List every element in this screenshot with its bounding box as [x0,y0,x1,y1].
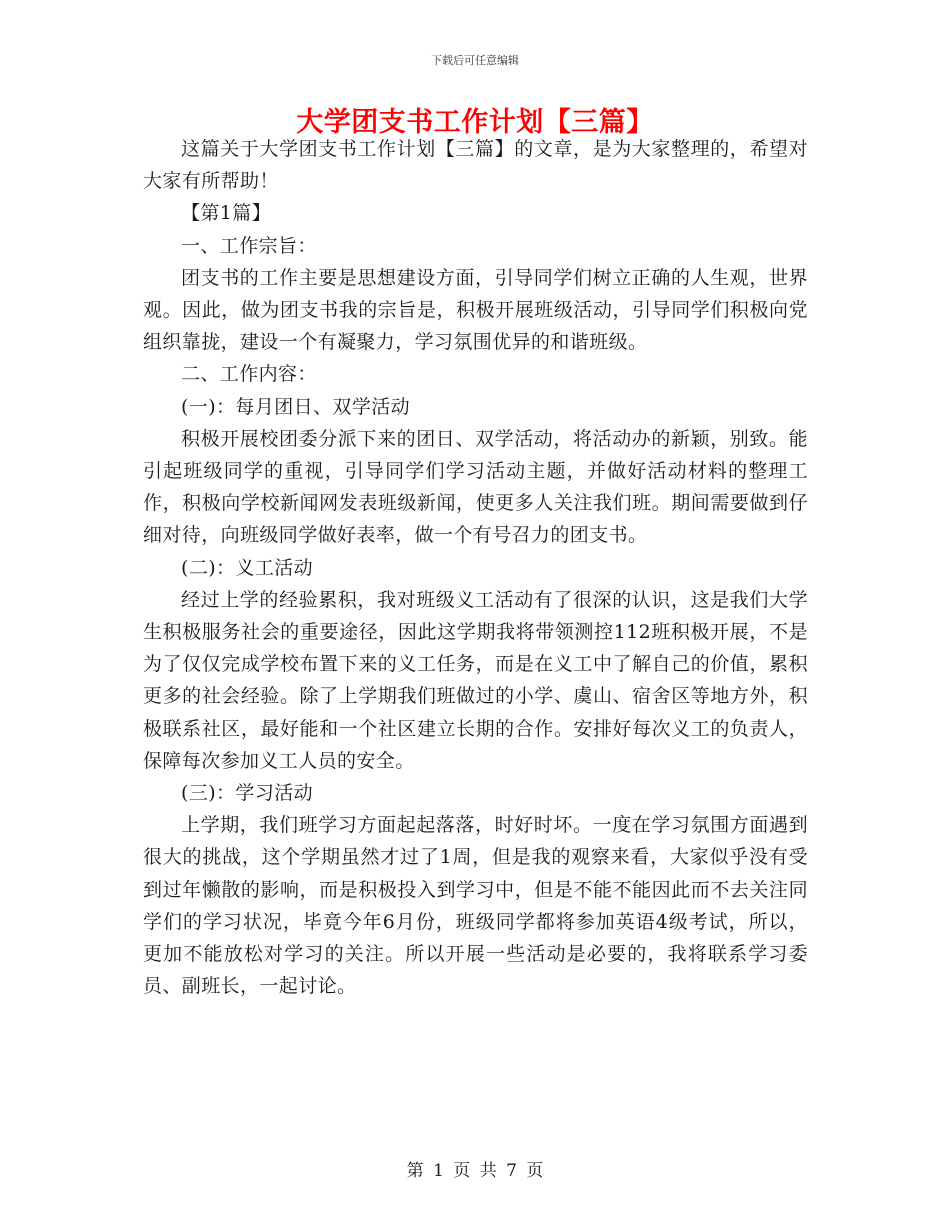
page-footer: 第 1 页 共 7 页 [406,1161,544,1181]
document-body [143,133,808,1002]
document-title: 大学团支书工作计划【三篇】 [296,107,654,138]
subsection-paragraph-2: 经过上学的经验累积，我对班级义工活动有了很深的认识，这是我们大学生积极服务社会的重要途径，因此这学期我将带领测控112班积极开展，不是为了仅仅完成学校布置下来的义工任务，而是在义工中了解自己的价值，累积更多的社会经验。除了上学期我们班做过的小学、虞山、宿舍区等地方外，积极联系社区，最好能和一个社区建立长期的合作。安排好每次义工的负责人，保障每次参加义工人员的安全。 [143,588,808,772]
subsection-heading-3: (三)：学习活动 [181,782,314,805]
subsection-paragraph-1: 积极开展校团委分派下来的团日、双学活动，将活动办的新颖，别致。能引起班级同学的重视，引导同学们学习活动主题，并做好活动材料的整理工作，积极向学校新闻网发表班级新闻，使更多人关注我们班。期间需要做到仔细对待，向班级同学做好表率，做一个有号召力的团支书。 [143,427,808,547]
section-heading-purpose: 一、工作宗旨： [181,234,317,257]
header-note: 下载后可任意编辑 [431,54,519,67]
intro-paragraph: 这篇关于大学团支书工作计划【三篇】的文章，是为大家整理的，希望对大家有所帮助！ [143,138,808,193]
section-heading-content: 二、工作内容： [181,363,317,386]
part-heading: 【第1篇】 [181,202,272,225]
subsection-heading-1: (一)：每月团日、双学活动 [181,395,411,418]
subsection-heading-2: (二)：义工活动 [181,556,314,579]
subsection-paragraph-3: 上学期，我们班学习方面起起落落，时好时坏。一度在学习氛围方面遇到很大的挑战，这个学期虽然才过了1周，但是我的观察来看，大家似乎没有受到过年懒散的影响，而是积极投入到学习中，但是不能不能因此而不去关注同学们的学习状况，毕竟今年6月份，班级同学都将参加英语4级考试，所以，更加不能放松对学习的关注。所以开展一些活动是必要的，我将联系学习委员、副班长，一起讨论。 [143,814,808,998]
purpose-paragraph: 团支书的工作主要是思想建设方面，引导同学们树立正确的人生观，世界观。因此，做为团支书我的宗旨是，积极开展班级活动，引导同学们积极向党组织靠拢，建设一个有凝聚力，学习氛围优异的和谐班级。 [143,266,808,354]
